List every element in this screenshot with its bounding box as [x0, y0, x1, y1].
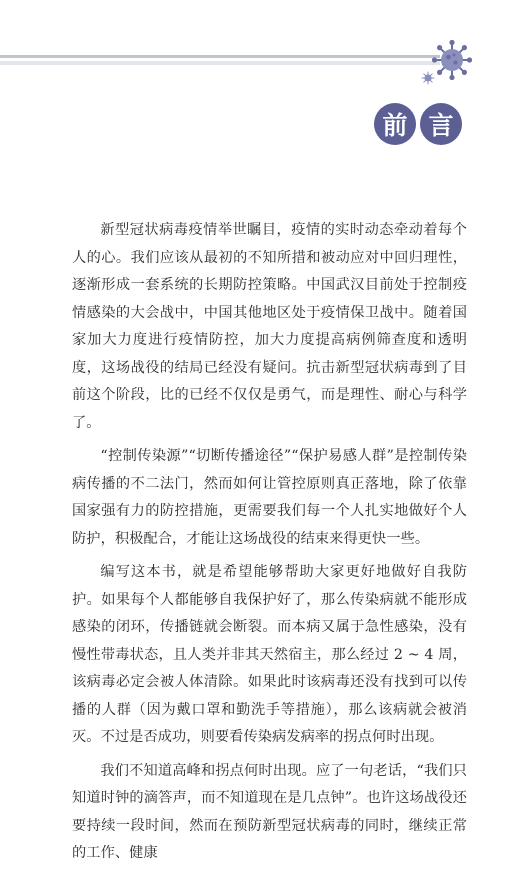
- paragraph-3: 编写这本书，就是希望能够帮助大家更好地做好自我防护。如果每个人都能够自我保护好了，那么传染病就不能形成感染的闭环，传播链就会断裂。而本病又属于急性感染，没有慢性带毒状态，且人类并非其天然宿主，那么经过 2 ~ 4 周，该病毒必定会被人体清除。如果此时该病毒还没有找到可以传播的人群（因为戴口罩和勤洗手等措施），那么该病就会被消灭。不过是否成功，则要看传染病发病率的拐点何时出现。: [72, 564, 467, 745]
- title-char-1: 前: [374, 103, 416, 145]
- paragraph-4: 我们不知道高峰和拐点何时出现。应了一句老话，“我们只知道时钟的滴答声，而不知道现在是几点钟”。也许这场战役还要持续一段时间，然而在预防新型冠状病毒的同时，继续正常的工作、健康: [72, 762, 467, 861]
- small-virus-icon: [421, 71, 435, 85]
- header-decorative-bar: [0, 55, 440, 65]
- paragraph-2: “控制传染源”“切断传播途径”“保护易感人群”是控制传染病传播的不二法门，然而如何让管控原则真正落地，除了依靠国家强有力的防控措施，更需要我们每一个人扎实地做好个人防护，积极配合，才能让这场战役的结束来得更快一些。: [72, 448, 467, 547]
- virus-icon: [432, 40, 472, 80]
- paragraph-1: 新型冠状病毒疫情举世瞩目，疫情的实时动态牵动着每个人的心。我们应该从最初的不知所措和被动应对中回归理性，逐渐形成一套系统的长期防控策略。中国武汉目前处于控制疫情感染的大会战中，中国其他地区处于疫情保卫战中。随着国家加大力度进行疫情防控，加大力度提高病例筛查度和透明度，这场战役的结局已经没有疑问。抗击新型冠状病毒到了目前这个阶段，比的已经不仅仅是勇气，而是理性、耐心与科学了。: [72, 222, 467, 431]
- title-char-2: 言: [420, 103, 462, 145]
- body-text: [72, 217, 467, 874]
- page-title: [374, 103, 462, 145]
